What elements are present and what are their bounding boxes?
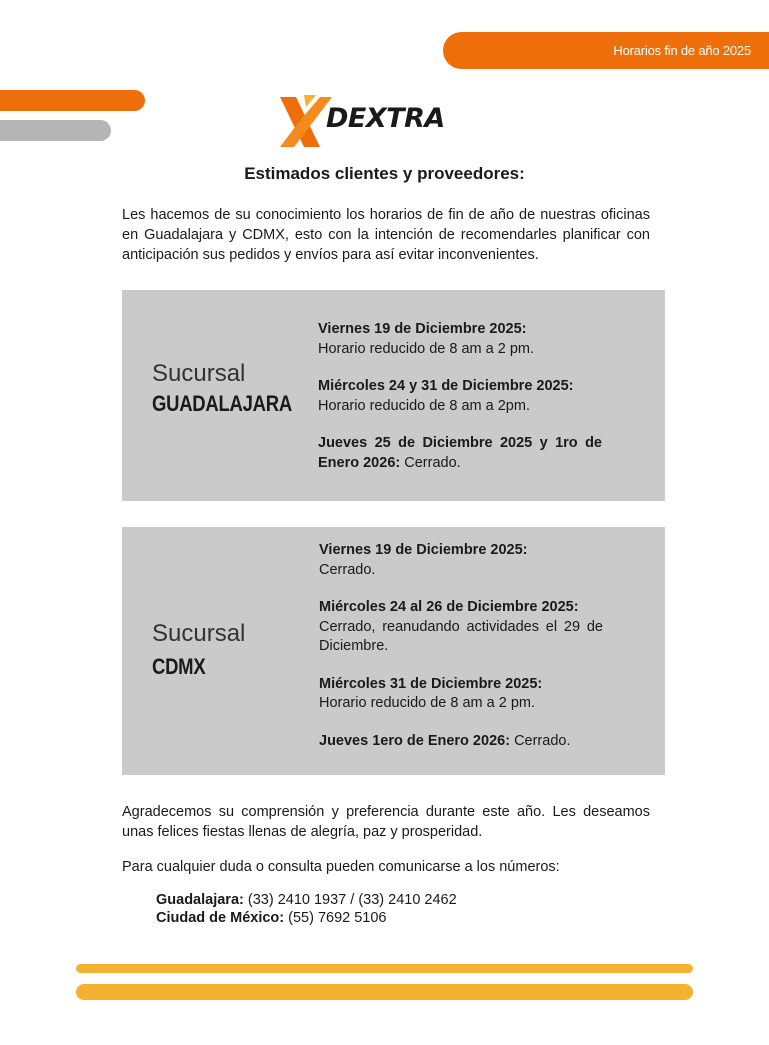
schedule-detail: Horario reducido de 8 am a 2 pm.	[318, 340, 534, 357]
footer-line-thin	[76, 964, 693, 973]
intro-paragraph: Les hacemos de su conocimiento los horarios de fin de año de nuestras oficinas en Guadalajara y CDMX, esto con la intención de recomendarles planificar con anticipación sus pedidos y envíos para así evitar inconvenientes.	[122, 207, 650, 263]
dextra-logo	[276, 93, 496, 151]
schedule-item	[318, 377, 602, 416]
schedule-detail: Cerrado.	[404, 454, 461, 471]
branch-name: CDMX	[152, 654, 206, 679]
branch-name: GUADALAJARA	[152, 391, 292, 416]
schedule-detail: Horario reducido de 8 am a 2pm.	[318, 397, 530, 414]
schedule-detail: Cerrado, reanudando actividades el 29 de Diciembre.	[319, 618, 603, 654]
phone-city: Guadalajara:	[156, 892, 244, 908]
header-tab-label: Horarios fin de año 2025	[613, 43, 751, 58]
schedule-date: Miércoles 24 y 31 de Diciembre 2025:	[318, 378, 574, 394]
schedule-date: Viernes 19 de Diciembre 2025:	[318, 321, 527, 337]
phone-list	[156, 891, 457, 927]
branch-prefix: Sucursal	[152, 360, 246, 387]
phone-numbers: (33) 2410 1937 / (33) 2410 2462	[247, 892, 457, 908]
phone-row-guadalajara	[156, 891, 457, 909]
schedule-date: Miércoles 31 de Diciembre 2025:	[319, 675, 543, 692]
schedule-item	[318, 320, 602, 359]
schedule-item	[319, 675, 603, 714]
branch-box-guadalajara	[122, 290, 665, 501]
branch-schedule	[318, 320, 602, 491]
page-heading: Estimados clientes y proveedores:	[244, 164, 525, 183]
logo-wordmark: DEXTRA	[326, 103, 445, 134]
schedule-item	[319, 732, 603, 752]
schedule-date: Jueves 25 de Diciembre 2025 y 1ro de Enero 2026:	[318, 435, 602, 471]
schedule-detail: Cerrado.	[514, 732, 571, 749]
schedule-item	[318, 434, 602, 473]
schedule-item	[319, 541, 603, 580]
branch-prefix: Sucursal	[152, 620, 246, 647]
thanks-paragraph: Agradecemos su comprensión y preferencia durante este año. Les deseamos unas felices fiestas llenas de alegría, paz y prosperidad.	[122, 804, 650, 840]
phone-row-cdmx	[156, 909, 457, 927]
decorative-gray-bar	[0, 120, 111, 141]
header-tab	[443, 32, 769, 69]
phone-numbers: (55) 7692 5106	[288, 910, 387, 926]
branch-box-cdmx	[122, 527, 665, 775]
schedule-date: Jueves 1ero de Enero 2026:	[319, 732, 511, 749]
decorative-orange-bar	[0, 90, 145, 111]
phone-city: Ciudad de México:	[156, 910, 285, 926]
contact-intro: Para cualquier duda o consulta pueden comunicarse a los números:	[122, 859, 560, 875]
schedule-item	[319, 598, 603, 657]
schedule-date: Miércoles 24 al 26 de Diciembre 2025:	[319, 599, 579, 615]
schedule-date: Viernes 19 de Diciembre 2025:	[319, 542, 528, 558]
branch-schedule	[319, 541, 603, 769]
schedule-detail: Cerrado.	[319, 561, 376, 578]
schedule-detail: Horario reducido de 8 am a 2 pm.	[319, 695, 535, 711]
footer-line-thick	[76, 984, 693, 1000]
